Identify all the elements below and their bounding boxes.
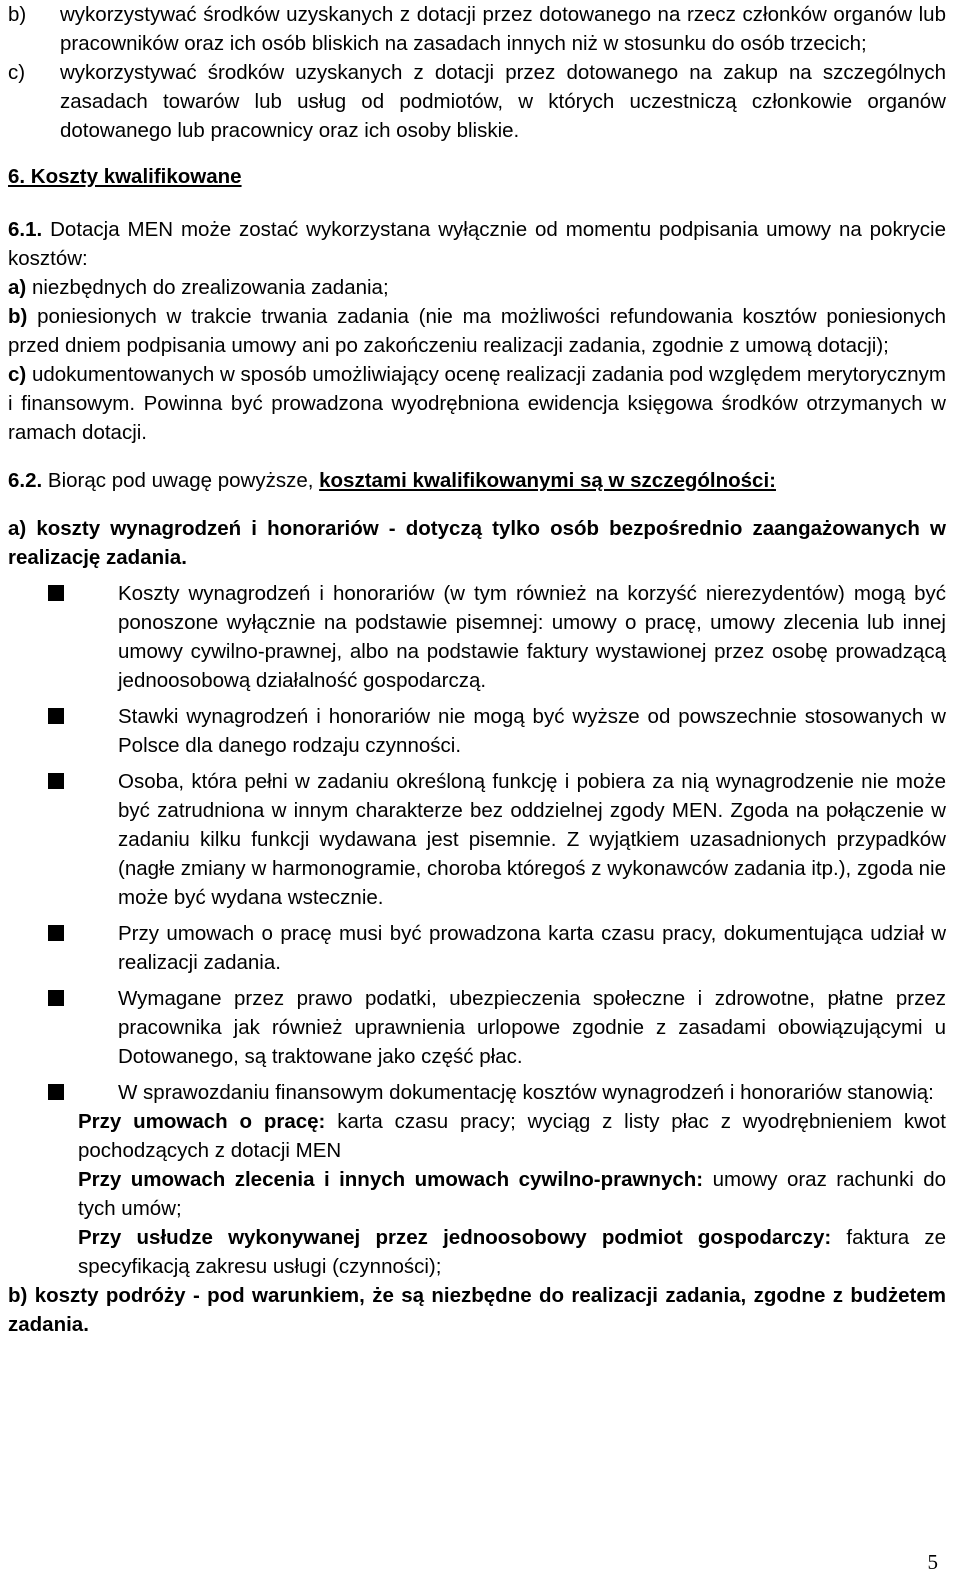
paragraph-6-1 — [8, 215, 946, 273]
paragraph-text: Biorąc pod uwagę powyższe, — [47, 469, 314, 492]
page-number: 5 — [927, 1550, 938, 1574]
documentation-text: faktura ze specyfikacją zakresu usługi (czynności); — [78, 1226, 946, 1278]
list-label: b) — [8, 305, 28, 328]
documentation-item — [8, 1223, 946, 1281]
square-bullet-icon — [48, 708, 64, 724]
list-text: wykorzystywać środków uzyskanych z dotacji przez dotowanego na rzecz członków organów lub pracowników oraz ich osób bliskich na zasadach innych niż w stosunku do osób trzecich; — [60, 3, 946, 55]
documentation-type: Przy umowach zlecenia i innych umowach cywilno-prawnych: — [78, 1168, 704, 1191]
list-text: niezbędnych do zrealizowania zadania; — [31, 276, 389, 299]
list-text: wykorzystywać środków uzyskanych z dotacji przez dotowanego na zakup na szczególnych zasadach towarów lub usług od podmiotów, w których uczestniczą członkowie organów dotowanego lub pracownicy oraz ich osoby bliskie. — [60, 61, 946, 142]
documentation-text: umowy oraz rachunki do tych umów; — [78, 1168, 946, 1220]
list-item — [8, 58, 946, 145]
square-bullet-icon — [48, 925, 64, 941]
documentation-type: Przy umowach o pracę: — [78, 1110, 326, 1133]
square-bullet-icon — [48, 585, 64, 601]
paragraph-number: 6.2. — [8, 469, 43, 492]
bullet-item — [8, 767, 946, 912]
paragraph-emphasis: kosztami kwalifikowanymi są w szczególności: — [319, 469, 776, 492]
section-heading: 6. Koszty kwalifikowane — [8, 165, 242, 188]
paragraph-number: 6.1. — [8, 218, 43, 241]
list-text: poniesionych w trakcie trwania zadania (nie ma możliwości refundowania kosztów poniesionych przed dniem podpisania umowy ani po zakończeniu realizacji zadania, zgodnie z umową dotacji); — [8, 305, 946, 357]
list-label: c) — [8, 363, 27, 386]
bullet-text: Wymagane przez prawo podatki, ubezpieczenia społeczne i zdrowotne, płatne przez pracownika jak również uprawnienia urlopowe zgodnie z zasadami obowiązującymi u Dotowanego, są traktowane jako część płac. — [118, 987, 946, 1068]
list-item — [8, 360, 946, 447]
list-label: c) — [8, 61, 26, 84]
list-item — [8, 0, 946, 58]
square-bullet-icon — [48, 990, 64, 1006]
documentation-item — [8, 1165, 946, 1223]
bullet-item — [8, 1078, 946, 1107]
square-bullet-icon — [48, 1084, 64, 1100]
bullet-text: Osoba, która pełni w zadaniu określoną funkcję i pobiera za nią wynagrodzenie nie może być zatrudniona w innym charakterze bez oddzielnej zgody MEN. Zgoda na połączenie w zadaniu kilku funkcji wydawana jest pisemnie. Z wyjątkiem uzasadnionych przypadków (nagłe zmiany w harmonogramie, choroba któregoś z wykonawców zadania itp.), zgoda nie może być wydana wstecznie. — [118, 770, 946, 909]
list-item — [8, 273, 946, 302]
list-label: a) — [8, 276, 27, 299]
bullet-text: Stawki wynagrodzeń i honorariów nie mogą być wyższe od powszechnie stosowanych w Polsce dla danego rodzaju czynności. — [118, 705, 946, 757]
documentation-item — [8, 1107, 946, 1165]
bullet-item — [8, 702, 946, 760]
list-text: udokumentowanych w sposób umożliwiający ocenę realizacji zadania pod względem merytorycznym i finansowym. Powinna być prowadzona wyodrębniona ewidencja księgowa środków otrzymanych w ramach dotacji. — [8, 363, 947, 444]
bullet-text: Koszty wynagrodzeń i honorariów (w tym również na korzyść nierezydentów) mogą być ponoszone wyłącznie na podstawie pisemnej: umowy o pracę, umowy zlecenia lub innej umowy cywilno-prawnej, albo na podstawie faktury wystawionej przez osobę prowadzącą jednoosobową działalność gospodarczą. — [118, 582, 946, 692]
bullet-text: Przy umowach o pracę musi być prowadzona karta czasu pracy, dokumentująca udział w realizacji zadania. — [118, 922, 946, 974]
documentation-type: Przy usłudze wykonywanej przez jednoosobowy podmiot gospodarczy: — [78, 1226, 832, 1249]
paragraph-text: Dotacja MEN może zostać wykorzystana wyłącznie od momentu podpisania umowy na pokrycie kosztów: — [8, 218, 946, 270]
bullet-item — [8, 919, 946, 977]
paragraph-6-2 — [8, 466, 946, 495]
square-bullet-icon — [48, 773, 64, 789]
documentation-text: karta czasu pracy; wyciąg z listy płac z wyodrębnieniem kwot pochodzących z dotacji MEN — [78, 1110, 947, 1162]
bullet-item — [8, 984, 946, 1071]
cost-category-a: a) koszty wynagrodzeń i honorariów - dotyczą tylko osób bezpośrednio zaangażowanych w realizację zadania. — [8, 517, 946, 569]
bullet-text: W sprawozdaniu finansowym dokumentację kosztów wynagrodzeń i honorariów stanowią: — [118, 1081, 934, 1104]
cost-category-b: b) koszty podróży - pod warunkiem, że są niezbędne do realizacji zadania, zgodne z budżetem zadania. — [8, 1284, 946, 1336]
list-label: b) — [8, 3, 27, 26]
bullet-item — [8, 579, 946, 695]
list-item — [8, 302, 946, 360]
